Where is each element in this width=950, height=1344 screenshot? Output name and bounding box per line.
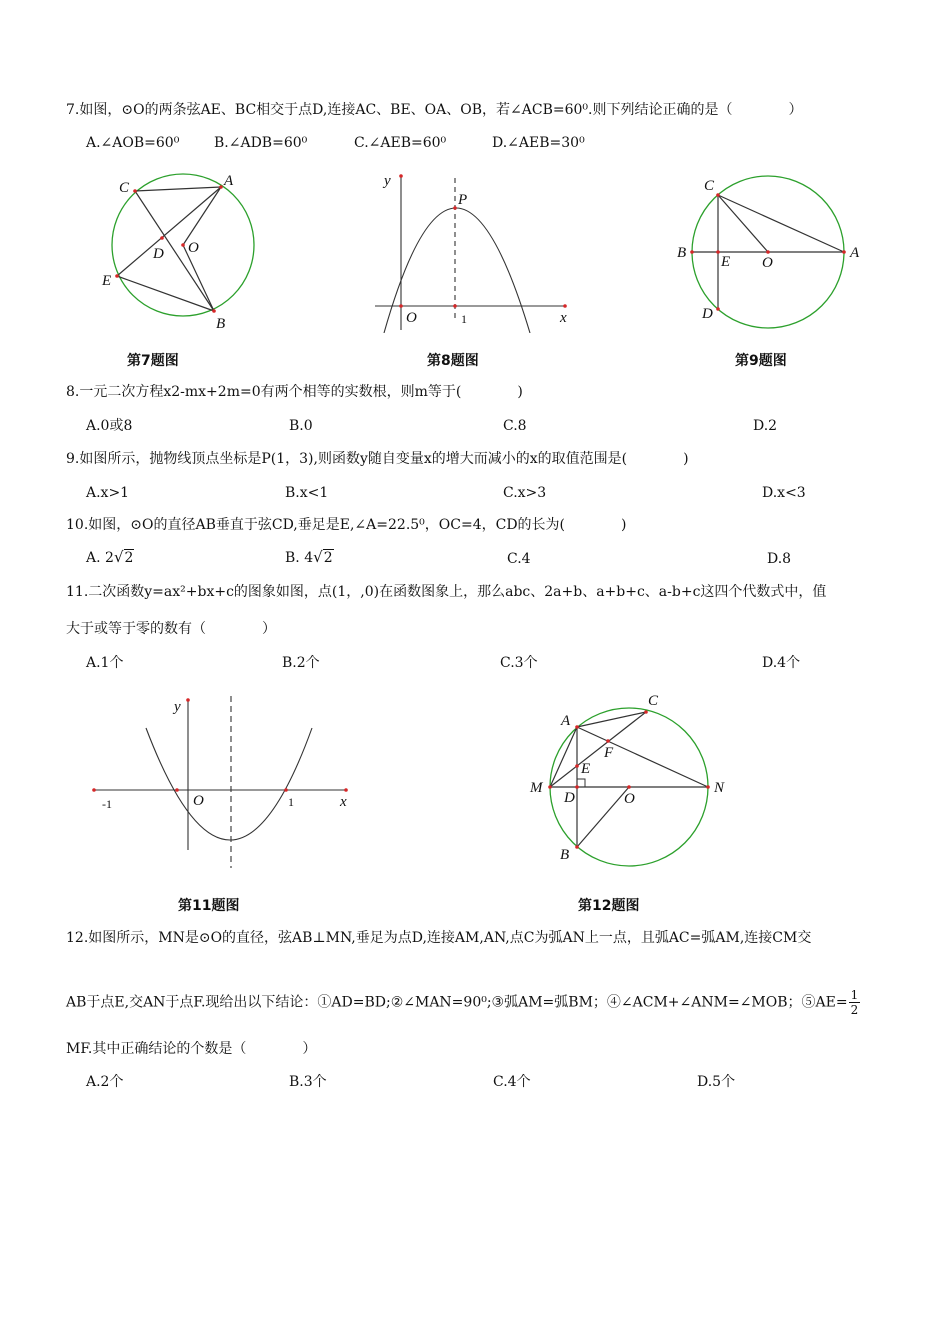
q10-option-a-prefix: A. [86, 550, 101, 566]
figure-8-parabola-graph [370, 168, 580, 333]
fig12-segment-am [550, 727, 577, 787]
q11-option-c: C.3个 [500, 655, 538, 671]
fig7-chord-ae [117, 187, 221, 276]
q11-option-a: A.1个 [86, 655, 124, 671]
fig8-label-o: O [406, 310, 417, 326]
q12-fraction-half [849, 988, 861, 1017]
fig9-label-b: B [677, 245, 687, 261]
fig9-label-a: A [850, 245, 860, 261]
fig7-label-a: A [224, 173, 234, 189]
q11-option-d: D.4个 [762, 655, 801, 671]
q8-option-d: D.2 [753, 418, 778, 434]
fig7-chord-ca [135, 187, 221, 191]
fig12-label-m: M [530, 780, 543, 796]
q9-option-c: C.x>3 [503, 485, 547, 501]
q12-fraction-denominator: 2 [850, 1003, 859, 1017]
fig12-label-e: E [581, 761, 591, 777]
q8-option-a: A.0或8 [86, 418, 133, 434]
q12-option-a: A.2个 [86, 1074, 124, 1090]
fig12-segment-bo [577, 787, 629, 847]
fig8-caption: 第8题图 [427, 353, 479, 369]
q9-text: 9.如图所示，抛物线顶点坐标是P(1，3),则函数y随自变量x的增大而减小的x的取值范围是( ) [66, 451, 689, 467]
q7-option-d: D.∠AEB=30⁰ [492, 135, 585, 151]
q12-option-d: D.5个 [697, 1074, 736, 1090]
q8-text: 8.一元二次方程x2-mx+2m=0有两个相等的实数根，则m等于( ) [66, 384, 523, 400]
fig11-label-o: O [193, 793, 204, 809]
q10-option-d: D.8 [767, 551, 792, 567]
q12-option-b: B.3个 [289, 1074, 327, 1090]
fig8-label-p: P [458, 192, 468, 208]
q12-option-c: C.4个 [493, 1074, 531, 1090]
fig12-caption: 第12题图 [578, 898, 640, 914]
fig8-label-x: x [560, 310, 567, 326]
q10-text: 10.如图，⊙O的直径AB垂直于弦CD,垂足是E,∠A=22.5⁰，OC=4，CD的长为( ) [66, 517, 627, 533]
fig8-label-y: y [384, 173, 391, 189]
fig7-label-d: D [153, 246, 164, 262]
fig11-parabola [146, 728, 312, 840]
fig7-label-b: B [216, 316, 226, 332]
fig9-caption: 第9题图 [735, 353, 787, 369]
fig12-label-o: O [624, 791, 635, 807]
q9-option-b: B.x<1 [285, 485, 329, 501]
q10-option-b-radical: 4√2 [304, 548, 333, 566]
fig12-label-n: N [714, 780, 725, 796]
q7-option-a: A.∠AOB=60⁰ [86, 135, 180, 151]
q7-option-c: C.∠AEB=60⁰ [354, 135, 447, 151]
q11-option-b: B.2个 [282, 655, 320, 671]
q10-option-b-prefix: B. [285, 550, 300, 566]
q9-option-a: A.x>1 [86, 485, 130, 501]
q12-text-line2-body: AB于点E,交AN于点F.现给出以下结论：①AD=BD;②∠MAN=90⁰;③弧AM=弧BM；④∠ACM+∠ANM=∠MOB；⑤AE= [66, 994, 848, 1011]
fig12-segment-an [577, 727, 708, 787]
q10-option-b-coef: 4 [304, 550, 314, 566]
figure-9-circle-diagram [670, 168, 870, 333]
figure-12-circle-diagram [520, 685, 740, 875]
fig11-caption: 第11题图 [178, 898, 240, 914]
q10-option-a-coef: 2 [105, 550, 114, 566]
figure-7-circle-diagram [90, 168, 270, 333]
fig12-label-d: D [564, 790, 575, 806]
q12-text-line1: 12.如图所示，MN是⊙O的直径，弦AB⊥MN,垂足为点D,连接AM,AN,点C为弧AN上一点，且弧AC=弧AM,连接CM交 [66, 930, 812, 946]
fig9-label-c: C [704, 178, 715, 194]
fig11-label-y: y [174, 699, 181, 715]
fig11-label-x: x [340, 794, 347, 810]
fig12-label-b: B [560, 847, 570, 863]
fig9-segment-co [718, 195, 768, 252]
fig8-tick-1: 1 [461, 312, 467, 326]
q10-option-b-radicand: 2 [323, 550, 333, 566]
fig9-label-o: O [762, 255, 773, 271]
q8-option-c: C.8 [503, 418, 527, 434]
fig12-label-f: F [604, 745, 614, 761]
q10-option-a-radical: 2√2 [105, 548, 134, 566]
fig9-label-e: E [721, 254, 731, 270]
q11-text-line2: 大于或等于零的数有（ ） [66, 621, 276, 637]
fig9-segment-ca [718, 195, 844, 252]
q11-text-line1: 11.二次函数y=ax²+bx+c的图象如图，点(1，,0)在函数图象上，那么abc、2a+b、a+b+c、a-b+c这四个代数式中，值 [66, 584, 827, 600]
fig7-caption: 第7题图 [127, 353, 179, 369]
fig12-label-c: C [648, 693, 659, 709]
q7-text: 7.如图，⊙O的两条弦AE、BC相交于点D,连接AC、BE、OA、OB，若∠ACB=60⁰.则下列结论正确的是（ ） [66, 102, 803, 118]
fig7-radius-oa [183, 187, 221, 245]
q10-option-a [86, 548, 134, 567]
fig7-label-e: E [102, 273, 112, 289]
q10-option-c: C.4 [507, 551, 531, 567]
fig11-tick-neg1: -1 [102, 797, 112, 811]
q12-text-line2 [66, 988, 860, 1017]
figure-11-parabola-graph [88, 690, 363, 880]
fig7-label-o: O [188, 240, 199, 256]
q10-option-a-radicand: 2 [124, 550, 134, 566]
q12-fraction-numerator: 1 [850, 988, 859, 1002]
q9-option-d: D.x<3 [762, 485, 806, 501]
fig9-label-d: D [702, 306, 713, 322]
q7-option-b: B.∠ADB=60⁰ [214, 135, 308, 151]
q12-text-line3: MF.其中正确结论的个数是（ ） [66, 1041, 317, 1057]
q8-option-b: B.0 [289, 418, 313, 434]
q10-option-b [285, 548, 334, 567]
fig12-label-a: A [561, 713, 571, 729]
fig7-label-c: C [119, 180, 130, 196]
fig11-tick-1: 1 [288, 795, 294, 809]
